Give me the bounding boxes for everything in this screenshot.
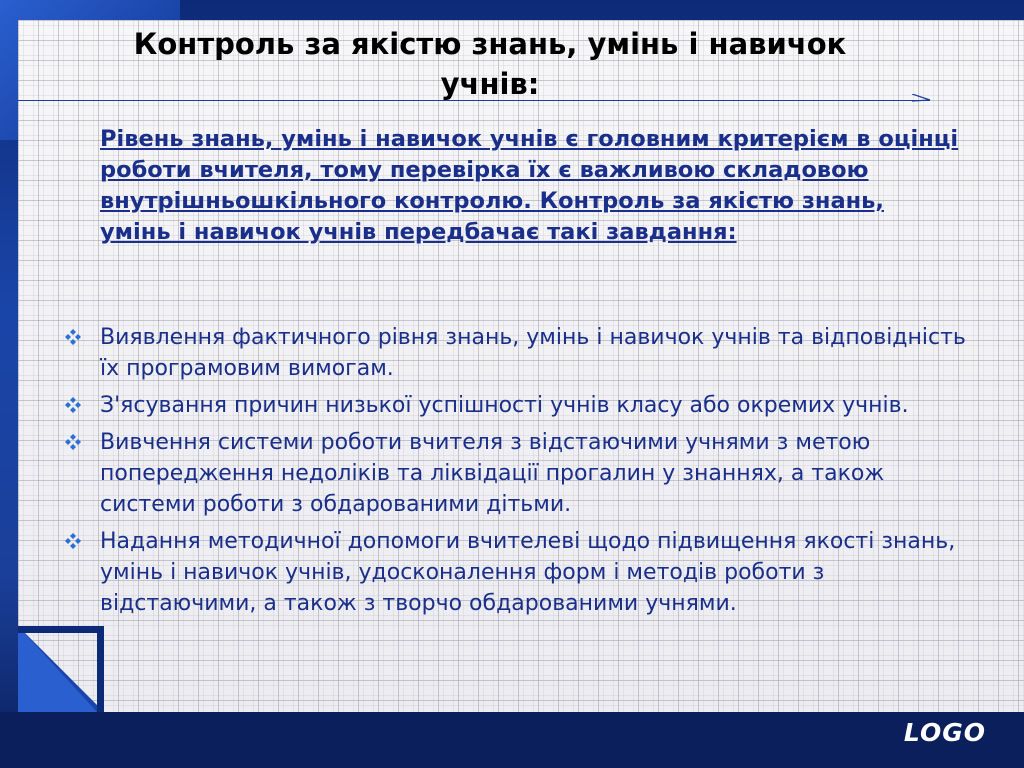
four-diamond-bullet-icon bbox=[64, 532, 82, 550]
intro-paragraph: Рівень знань, умінь і навичок учнів є головним критерієм в оцінці роботи вчителя, тому перевірка їх є важливою складовою внутрішньошкільного контролю. Контроль за якістю знань, умінь і навичок учнів передбачає такі завдання: bbox=[100, 126, 959, 245]
task-list bbox=[62, 322, 982, 625]
list-item bbox=[62, 427, 982, 520]
logo: LOGO bbox=[903, 718, 986, 747]
slide-title: Контроль за якістю знань, умінь і навичок учнів: bbox=[133, 27, 847, 101]
list-item-text: Надання методичної допомоги вчителеві щодо підвищення якості знань, умінь і навичок учнів, удосконалення форм і методів роботи з відстаючими, а також з творчо обдарованими учнями. bbox=[100, 529, 956, 616]
list-item bbox=[62, 526, 982, 619]
title-arrow-icon bbox=[912, 94, 932, 106]
list-item-text: З'ясування причин низької успішності учнів класу або окремих учнів. bbox=[100, 393, 909, 418]
four-diamond-bullet-icon bbox=[64, 328, 82, 346]
list-item bbox=[62, 322, 982, 384]
corner-frame-decoration bbox=[18, 626, 104, 712]
footer-bar bbox=[0, 712, 1024, 768]
list-item-text: Виявлення фактичного рівня знань, умінь і навичок учнів та відповідність їх програмовим вимогам. bbox=[100, 325, 966, 381]
four-diamond-bullet-icon bbox=[64, 433, 82, 451]
four-diamond-bullet-icon bbox=[64, 396, 82, 414]
list-item-text: Вивчення системи роботи вчителя з відстаючими учнями з метою попередження недоліків та ліквідації прогалин у знаннях, а також системи роботи з обдарованими дітьми. bbox=[100, 430, 885, 517]
title-underline bbox=[18, 100, 930, 101]
list-item bbox=[62, 390, 982, 421]
